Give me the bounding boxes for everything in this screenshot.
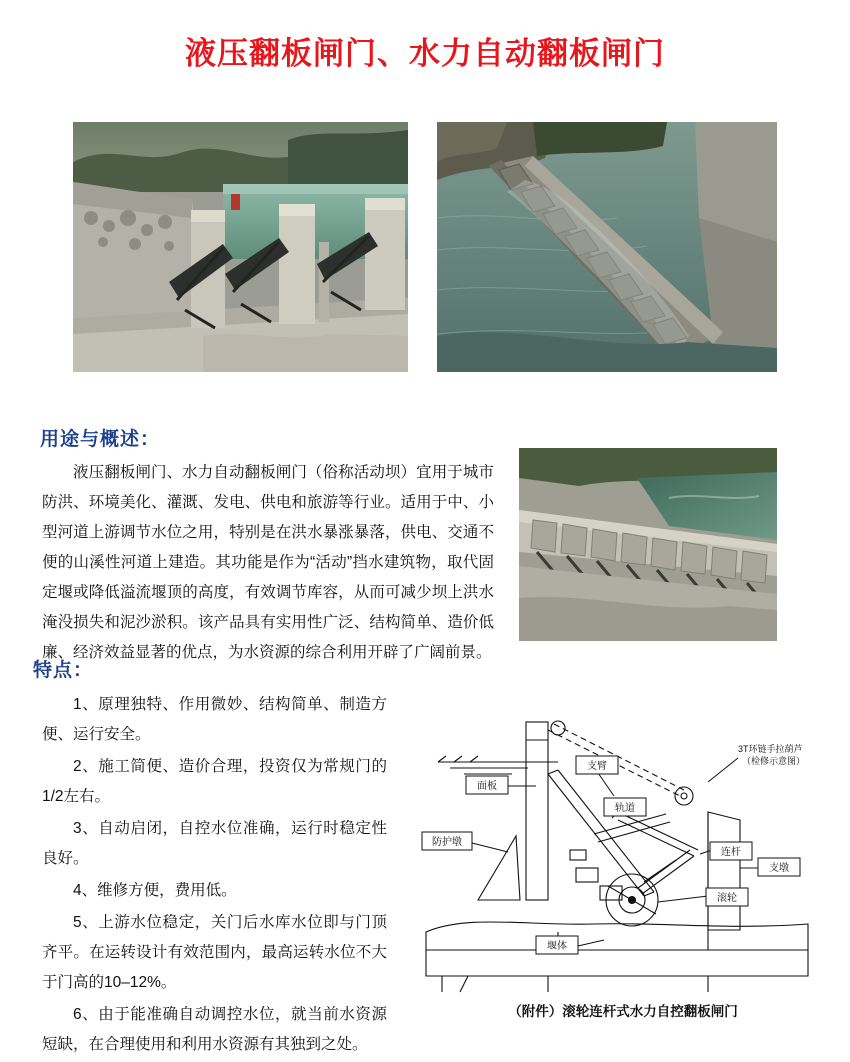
diagram-label-support-arm: 支臂: [587, 761, 607, 772]
page-title: 液压翻板闸门、水力自动翻板闸门: [185, 36, 665, 71]
diagram-label-hoist: 3T环链手拉葫芦: [738, 744, 803, 754]
list-item: 4、维修方便，费用低。: [73, 882, 237, 899]
diagram-label-base: 堰体: [547, 941, 567, 952]
diagram-label-hoist-note: （检修示意图）: [742, 756, 806, 766]
photo-gate-river-row: [437, 122, 777, 372]
photo-gate-open-concrete: [73, 122, 408, 372]
features-list: [42, 690, 387, 1062]
section-heading-features: 特点：: [33, 660, 94, 681]
diagram-label-link-rod: 连杆: [721, 847, 741, 858]
purpose-body-text: 液压翻板闸门、水力自动翻板闸门（俗称活动坝）宜用于城市防洪、环境美化、灌溉、发电、供电和旅游等行业。适用于中、小型河道上游调节水位之用，特别是在洪水暴涨暴落，供电、交通不便的山溪性河道上建造。其功能是作为“活动”挡水建筑物，取代固定堰或降低溢流堰顶的高度，有效调节库容，从而可减少坝上洪水淹没损失和泥沙淤积。该产品具有实用性广泛、结构简单、造价低廉、经济效益显著的优点，为水资源的综合利用开辟了广阔前景。: [42, 464, 494, 661]
diagram-label-pier: 支墩: [769, 863, 789, 874]
technical-diagram: [408, 700, 838, 1000]
section-heading-purpose: 用途与概述：: [40, 429, 161, 450]
photo-gate-overhead: [519, 448, 777, 641]
diagram-label-guard-pier: 防护墩: [432, 837, 462, 848]
diagram-label-track: 轨道: [615, 803, 635, 814]
diagram-caption: （附件）滚轮连杆式水力自控翻板闸门: [508, 1004, 738, 1019]
list-item: 3、自动启闭，自控水位准确，运行时稳定性良好。: [42, 820, 387, 867]
diagram-label-roller: 滚轮: [717, 893, 737, 904]
list-item: 5、上游水位稳定，关门后水库水位即与门顶齐平。在运转设计有效范围内，最高运转水位不大于门高的10–12%。: [42, 914, 387, 991]
list-item: 6、由于能准确自动调控水位，就当前水资源短缺，在合理使用和利用水资源有其独到之处。: [42, 1006, 387, 1053]
list-item: 2、施工简便、造价合理，投资仅为常规门的1/2左右。: [42, 758, 387, 805]
diagram-label-panel: 面板: [477, 781, 497, 792]
list-item: 1、原理独特、作用微妙、结构简单、制造方便、运行安全。: [42, 696, 387, 743]
